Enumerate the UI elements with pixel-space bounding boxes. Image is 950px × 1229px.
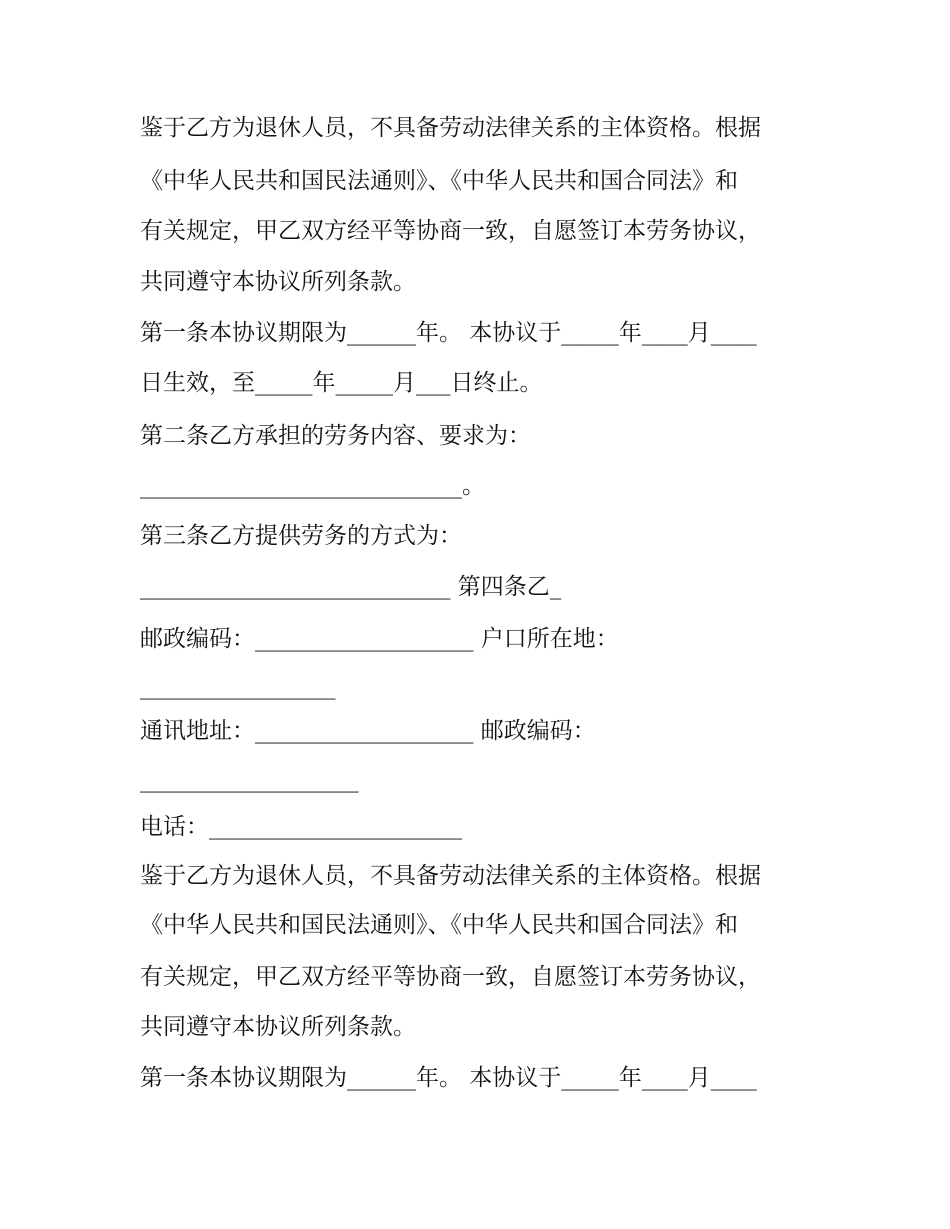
text-line: 《中华人民共和国民法通则》、《中华人民共和国合同法》和 (140, 168, 738, 194)
text-line: 日生效，至_____年_____月___日终止。 (140, 370, 543, 396)
text-line: 第一条本协议期限为______年。 本协议于_____年____月____ (140, 1065, 757, 1091)
text-line: 电话：______________________ (140, 814, 462, 840)
text-line: 第一条本协议期限为______年。 本协议于_____年____月____ (140, 320, 757, 346)
text-line: ___________________ (140, 767, 359, 793)
text-line: 第三条乙方提供劳务的方式为： (140, 523, 462, 549)
text-line: 共同遵守本协议所列条款。 (140, 1014, 416, 1040)
text-line: _________________ (140, 674, 336, 700)
text-line: 第二条乙方承担的劳务内容、要求为： (140, 423, 531, 449)
text-line: 有关规定，甲乙双方经平等协商一致，自愿签订本劳务协议， (140, 964, 761, 990)
text-line: 《中华人民共和国民法通则》、《中华人民共和国合同法》和 (140, 912, 738, 938)
text-line: ___________________________ 第四条乙_ (140, 574, 562, 600)
text-line: 邮政编码：___________________ 户口所在地： (140, 626, 619, 652)
text-line: ____________________________。 (140, 473, 485, 499)
text-line: 通讯地址：___________________ 邮政编码： (140, 718, 596, 744)
text-line: 鉴于乙方为退休人员，不具备劳动法律关系的主体资格。根据 (140, 115, 761, 141)
text-line: 共同遵守本协议所列条款。 (140, 269, 416, 295)
text-line: 有关规定，甲乙双方经平等协商一致，自愿签订本劳务协议， (140, 218, 761, 244)
text-line: 鉴于乙方为退休人员，不具备劳动法律关系的主体资格。根据 (140, 863, 761, 889)
